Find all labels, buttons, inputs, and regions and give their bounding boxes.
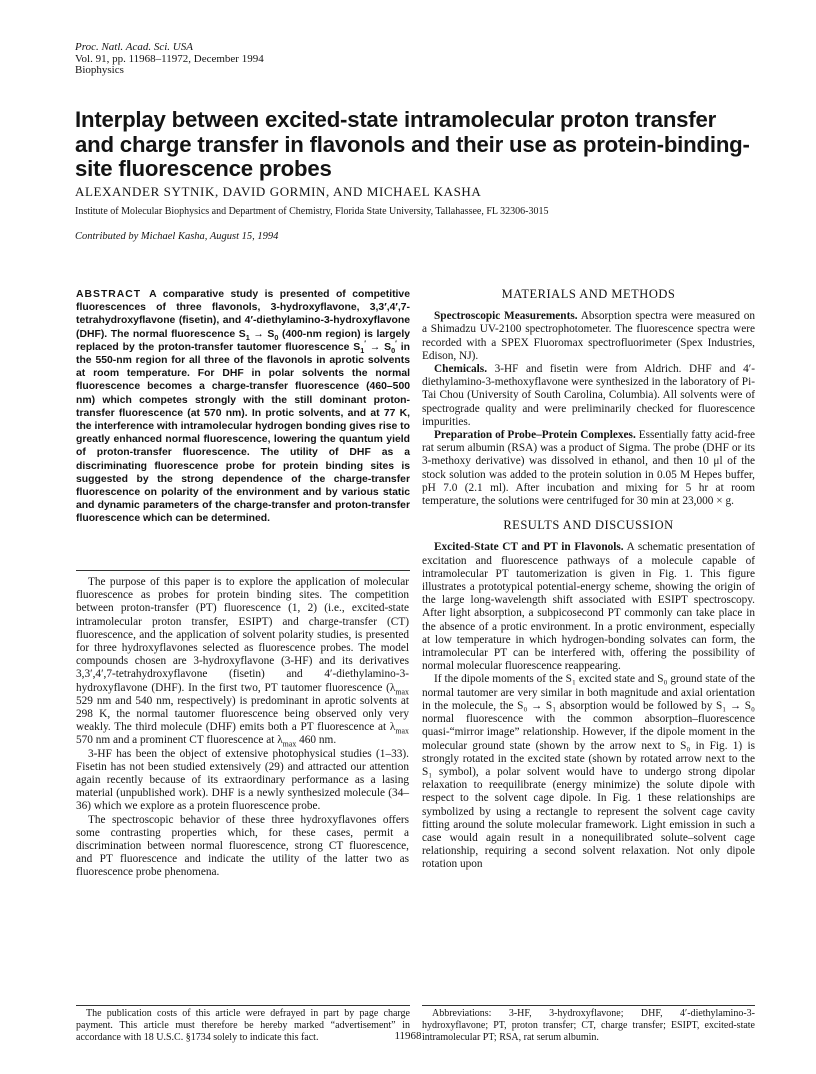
abbrev-divider <box>422 1005 755 1006</box>
abstract: ABSTRACT A comparative study is presented of competitive fluorescences of three flavonols, 3-hydroxyflavone, 3,3′,4′,7-tetrahydroxyflavone (fisetin), and 4′-diethylamino-3-hydroxyflavone (DHF). The normal fluorescence $S_1 \to S_0$ (400-nm region) is largely replaced by the proton-transfer tautomer fluorescence $S_1' \to S_0'$ in the 550-nm region for all three of the flavonols in aprotic solvents at room temperature. For DHF in polar solvents the normal fluorescence becomes a charge-transfer fluorescence (460–500 nm) which competes strongly with the still dominant proton-transfer fluorescence (at 570 nm). In protic solvents, and at 77 K, the interference with intramolecular hydrogen bonding gives rise to greatly enhanced normal fluorescence, lowering the quantum yield of proton-transfer fluorescence. The utility of DHF as a discriminating fluorescence probe for protein binding sites is suggested by the strong dependence of the charge-transfer fluorescence on polarity of the environment and by various static and dynamic parameters of the charge-transfer and proton-transfer fluorescence which can be determined. <box>76 289 411 525</box>
intro-paragraph: The spectroscopic behavior of these three hydroxyflavones offers some contrasting properties which, for these cases, permit a discrimination between normal fluorescence, strong CT fluorescence, and PT fluorescence and indicate the utility of the latter two as fluorescence probe phenomena. <box>76 813 409 879</box>
results-heading: RESULTS AND DISCUSSION <box>503 518 674 533</box>
abstract-divider <box>76 570 410 571</box>
methods-paragraph: Chemicals. 3-HF and fisetin were from Aldrich. DHF and 4′-diethylamino-3-methoxyflavone were synthesized in the laboratory of Pi-Tai Chou (University of South Carolina, Columbia). All solvents were of spectrograde quality and were preliminarily checked for fluorescence impurities. <box>422 363 755 428</box>
footnote-divider <box>76 1005 410 1006</box>
journal-section: Biophysics <box>75 64 124 76</box>
article-title: Interplay between excited-state intramolecular proton transfer and charge transfer in flavonols and their use as protein-binding-site fluorescence probes <box>75 107 750 181</box>
contributed-line: Contributed by Michael Kasha, August 15, 1994 <box>75 231 279 242</box>
results-paragraph: If the dipole moments of the S₁ excited state and S₀ ground state of the normal tautomer are very similar in both magnitude and axial orientation in the molecule, the S₀ → S₁ absorption would be followed by S₁ → S₀ normal fluorescence with the common absorption–fluorescence quasi-“mirror image” relationship. However, if the dipole moment in the molecular ground state (shown by the arrow next to S₀ in Fig. 1) is strongly rotated in the excited state (shown by rotated arrow next to the S₁ symbol), a polar solvent would have to undergo strong dipolar relaxation to reequilibrate (energy minimize) the solute dipole with respect to the solvent cage dipole. In Fig. 1 these relationships are symbolized by using a rectangle to represent the solvent cage cavity fitting around the solute molecular framework. Light emission in such a case would again result in a nonequilibrated solute–solvent cage relationship, requiring a second solvent relaxation. Not only dipole rotation upon <box>422 673 755 871</box>
intro-paragraph: The purpose of this paper is to explore the application of molecular fluorescence as probes for protein binding sites. The competition between proton-transfer (PT) fluorescence (1, 2) (i.e., excited-state intramolecular proton transfer, ESIPT) and charge-transfer (CT) fluorescence, and the application of solvent polarity studies, is presented for three hydroxyflavones selected as fluorescence probes. The model compounds chosen are 3-hydroxyflavone (3-HF) and its derivatives 3,3′,4′,7-tetrahydroxyflavone (fisetin) and 4′-diethylamino-3-hydroxyflavone (DHF). In the first two, PT tautomer fluorescence ($\lambda_{max}$ 529 nm and 540 nm, respectively) is predominant in aprotic solvents at 298 K, the normal tautomer fluorescence being observed only very weakly. The third molecule (DHF) emits both a PT fluorescence at $\lambda_{max}$ 570 nm and a prominent CT fluorescence at $\lambda_{max}$ 460 nm. <box>76 576 409 749</box>
publication-footnote: The publication costs of this article were defrayed in part by page charge payment. This article must therefore be hereby marked “advertisement” in accordance with 18 U.S.C. §1734 solely to indicate this fact. <box>76 1008 410 1043</box>
methods-column <box>422 288 755 872</box>
results-paragraph: Excited-State CT and PT in Flavonols. A schematic presentation of excitation and fluorescence pathways of a molecule capable of intramolecular PT tautomerization is given in Fig. 1. This figure illustrates a prototypical potential-energy scheme, showing the origin of the large long-wavelength shift associated with ESIPT spectroscopy. After light absorption, a subpicosecond PT commonly can take place in the absence of a protic environment. In a protic environment, especially at low temperature in which hydrogen-bonding solvates can form, the intramolecular PT can be interfered with, offering the possibility of normal molecular fluorescence reappearing. <box>422 541 755 673</box>
intro-paragraph: 3-HF has been the object of extensive photophysical studies (1–33). Fisetin has not been studied extensively (29) and attracted our attention again recently because of its extraordinary performance as a lasing material (unpublished work). DHF is a newly synthesized molecule (34–36) which we explore as a protein fluorescence probe. <box>76 747 409 813</box>
abstract-text-3: in the 550-nm region for all three of the flavonols in aprotic solvents at room temperature. For DHF in polar solvents the normal fluorescence becomes a charge-transfer fluorescence (460–500 nm) which competes strongly with the still dominant proton-transfer fluorescence (at 570 nm). In protic solvents, and at 77 K, the interference with intramolecular hydrogen bonding gives rise to greatly enhanced normal fluorescence, lowering the quantum yield of proton-transfer fluorescence. The utility of DHF as a discriminating fluorescence probe for protein binding sites is suggested by the strong dependence of the charge-transfer fluorescence on polarity of the environment and by various static and dynamic parameters of the charge-transfer and proton-transfer fluorescence which can be determined. <box>76 341 410 525</box>
methods-paragraph: Spectroscopic Measurements. Absorption spectra were measured on a Shimadzu UV-2100 spectrophotometer. The fluorescence spectra were recorded with a SPEX Fluoromax spectrofluorimeter (Spex Industries, Edison, NJ). <box>422 310 755 362</box>
intro-column <box>76 576 409 880</box>
abstract-text-1: A comparative study is presented of competitive fluorescences of three flavonols, 3-hydroxyflavone, 3,3′,4′,7-tetrahydroxyflavone (fisetin), and 4′-diethylamino-3-hydroxyflavone (DHF). The normal fluorescence S <box>76 289 410 340</box>
journal-volume: Vol. 91, pp. 11968–11972, December 1994 <box>75 52 264 65</box>
abstract-text-2: (400-nm region) is largely replaced by the proton-transfer tautomer fluorescence S <box>76 328 411 353</box>
author-list: ALEXANDER SYTNIK, DAVID GORMIN, AND MICHAEL KASHA <box>75 184 482 199</box>
journal-header <box>75 42 264 77</box>
methods-paragraph: Preparation of Probe–Protein Complexes. Essentially fatty acid-free rat serum albumin (RSA) was a product of Sigma. The probe (DHF or its 3-methoxy derivative) was dissolved in ethanol, and then 10 μl of the stock solution was added to the protein solution in 0.05 M Hepes buffer, pH 7.0 (2.1 ml). After incubation and mixing for 5 hr at room temperature, the solutions were centrifuged for 30 min at 23,000 × g. <box>422 429 755 508</box>
methods-heading: MATERIALS AND METHODS <box>501 287 676 301</box>
affiliation: Institute of Molecular Biophysics and Department of Chemistry, Florida State University, Tallahassee, FL 32306-3015 <box>75 206 549 217</box>
journal-name: Proc. Natl. Acad. Sci. USA <box>75 41 193 53</box>
abbreviations-footnote: Abbreviations: 3-HF, 3-hydroxyflavone; DHF, 4′-diethylamino-3-hydroxyflavone; PT, proton transfer; CT, charge transfer; ESIPT, excited-state intramolecular PT; RSA, rat serum albumin. <box>422 1008 755 1043</box>
abstract-label: ABSTRACT <box>76 289 142 300</box>
page-number: 11968 <box>394 1030 422 1042</box>
